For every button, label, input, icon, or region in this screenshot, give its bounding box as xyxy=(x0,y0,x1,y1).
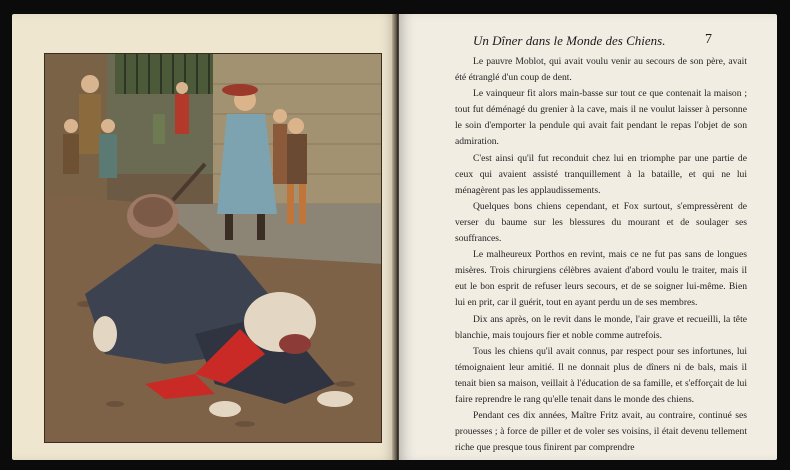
paragraph: Quelques bons chiens cependant, et Fox surtout, s'empressèrent de verser du baume sur les blessures du mourant et de soulager ses souffrances. xyxy=(455,200,747,245)
right-page xyxy=(399,14,777,460)
running-head xyxy=(473,33,773,49)
paragraph: Le pauvre Moblot, qui avait voulu venir au secours de son père, avait été étranglé d'un coup de dent. xyxy=(455,56,747,84)
street-scene-illustration xyxy=(45,54,381,442)
paragraph: Le malheureux Porthos en revint, mais ce ne fut pas sans de longues misères. Trois chirurgiens célèbres avaient d'abord voulu le traiter, mais il eut le bon esprit de refuser leurs secours, et de se soigner lui-même. Bien lui en prit, car il guérit, tout en ayant perdu un de ses membres. xyxy=(455,249,747,309)
body-text xyxy=(455,54,747,456)
paragraph: Le vainqueur fit alors main-basse sur tout ce que contenait la maison ; tout fut déménagé du grenier à la cave, mais il ne voulut laisser à personne le soin d'emporter la pendule qui avait fait pendant le repas l'objet de son admiration. xyxy=(455,88,747,148)
paragraph: Pendant ces dix années, Maître Fritz avait, au contraire, continué ses prouesses ; à force de piller et de voler ses voisins, il était devenu tellement riche que presque tous finirent par comprendre xyxy=(455,410,747,454)
paragraph: Dix ans après, on le revit dans le monde, l'air grave et recueilli, la tête blanchie, mais toujours fier et noble comme autrefois. xyxy=(455,313,747,341)
running-title: Un Dîner dans le Monde des Chiens. xyxy=(473,33,666,48)
left-page xyxy=(12,14,396,460)
paragraph: C'est ainsi qu'il fut reconduit chez lui en triomphe par une partie de ceux qui avaient assisté tranquillement à la bataille, et qui ne lui ménagèrent pas les applaudissements. xyxy=(455,152,747,196)
page-number: 7 xyxy=(705,32,712,47)
paragraph: Tous les chiens qu'il avait connus, par respect pour ses infortunes, lui témoignaient leur amitié. Il ne donnait plus de dîners ni de bals, mais il tenait bien sa maison, veillait à l'éducation de sa famille, et s'efforçait de lui faire reprendre le rang qu'elle tenait dans le monde des chiens. xyxy=(455,345,747,405)
illustration-plate xyxy=(44,53,382,443)
